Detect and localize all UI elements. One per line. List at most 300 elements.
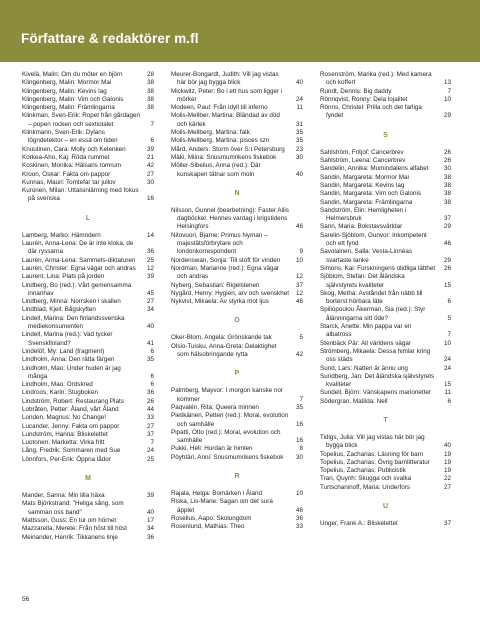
entry-page-number: 15 [443,281,451,289]
section-letter: T [383,416,388,424]
entry-page-number: 35 [295,137,303,145]
entry-text: Lindell, Marina: Den finlandssvenska mediekonsumenten [22,314,125,331]
index-entry [22,398,154,406]
entry-text: Simons, Kai: Forskningens olidliga lätthet [320,264,436,272]
entry-text: Nyberg, Sebastian: Rigelstenen [171,281,260,289]
index-entry [22,112,154,129]
index-entry [22,162,154,170]
index-entry [22,447,154,455]
entry-page-number: 40 [146,323,154,331]
entry-text: Unger, Frank A.: Bliskelettet [320,520,398,528]
entry-page-number: 26 [443,264,451,272]
entry-text: Pietikäinen, Petteri (red.): Moral, evolution och samhälle [171,412,289,428]
entry-page-number: 29 [443,256,451,264]
index-entry [171,498,303,515]
index-entry [171,454,303,462]
entry-page-number: 13 [443,79,451,87]
index-entry [22,273,154,281]
entry-text: Laurén, Anna-Lena: Sammets-diktaturen [22,256,136,264]
index-entry [320,104,451,121]
entry-text: Sarelin-Sjöblom, Gunvor: Inkompetent och ett fynd [320,231,427,248]
entry-text: Nitovuori, Bjarne: Primus Nyman – majestätsförbrytare och londonkorrespondent [171,231,268,256]
entry-page-number: 30 [146,178,154,186]
entry-page-number: 16 [295,420,303,428]
index-entry [171,334,303,342]
index-column-1 [22,71,154,542]
index-entry [320,451,451,459]
entry-text: Riska, Lis-Marie: Sagan om det sura äpplet [171,498,273,514]
index-entry [171,343,303,360]
entry-page-number: 44 [146,405,154,413]
entry-text: Meurer-Bongardt, Judith: Vill jag vistas här bör jag bygga blick [171,71,279,87]
entry-page-number: 26 [146,397,154,405]
index-entry [22,423,154,431]
entry-page-number: 34 [146,306,154,314]
index-entry [22,534,154,542]
entry-page-number: 38 [443,190,451,198]
entry-page-number: 38 [443,173,451,181]
entry-page-number: 37 [443,520,451,528]
entry-text: Koskinen, Monika: Hälsans tomrum [22,162,122,170]
index-entry [320,199,451,207]
entry-text: Molis-Mellberg, Martina: falk [171,129,250,137]
index-entry [171,129,303,137]
index-entry [320,520,451,528]
index-entry [320,207,451,224]
entry-page-number: 8 [299,445,303,453]
entry-text: Sandin, Margareta: Kevins lag [320,181,405,189]
entry-page-number: 46 [295,506,303,514]
index-entry [171,71,303,88]
section-letter: O [234,317,240,325]
index-entry [171,265,303,282]
entry-page-number: 38 [146,79,154,87]
entry-page-number: 38 [443,181,451,189]
entry-text: Lindroos, Karin: Stugboken [22,389,98,397]
index-entry [22,179,154,187]
entry-page-number: 6 [447,298,451,306]
index-entry [320,165,451,173]
entry-text: Mander, Sanna: Min lilla häxa [22,492,105,500]
entry-text: Klinkman, Sven-Erik: Ropet från gårdagen – popen rocken och sextiotalet [22,112,140,128]
entry-text: Savolainen, Salla: Vesta-Linnéas svartaste tanke [320,248,413,264]
entry-page-number: 7 [299,395,303,403]
entry-text: Mård, Anders: Storm över S:t Petersburg [171,145,285,153]
entry-text: Lönnfors, Per-Erik: Öppna lådor [22,455,111,463]
entry-page-number: 16 [295,437,303,445]
entry-text: Klingenberg, Malin: Mormor Mai [22,79,112,87]
entry-text: Starck, Anette: Min pappa var en albatross [320,323,412,339]
entry-text: Pukki, Heli: Hurdan är himlen [171,445,253,453]
index-entry [22,146,154,154]
index-entry [22,406,154,414]
entry-text: Kroon, Oskar: Fakta om pappor [22,170,111,178]
entry-text: Kivelä, Malin: Om du möter en björn [22,71,123,78]
entry-text: Laurén, Anna-Lena: De är inte kloka, de där ryssarna [22,240,134,256]
index-entry [22,79,154,87]
index-entry [171,104,303,112]
index-entry [22,348,154,356]
entry-text: Sandelin, Annika: Mumindalens alfabet [320,165,429,173]
index-entry [320,459,451,467]
entry-page-number: 28 [146,71,154,78]
index-entry [22,88,154,96]
entry-text: Molis-Mellberg, Martina: pisces szn [171,137,270,145]
index-entry [171,257,303,265]
entry-text: Rundt, Dennis: Big daddy [320,87,392,95]
index-entry [171,429,303,446]
index-entry [171,412,303,429]
entry-page-number: 24 [146,447,154,455]
entry-page-number: 31 [295,120,303,128]
entry-page-number: 35 [295,129,303,137]
index-entry [171,162,303,179]
entry-text: Sundell, Björn: Vänskapens marionetter [320,389,431,397]
index-entry [320,389,451,397]
index-entry [320,223,451,231]
entry-page-number: 36 [146,389,154,397]
index-entry [22,129,154,146]
index-entry [22,315,154,332]
entry-page-number: 7 [447,331,451,339]
index-entry [22,171,154,179]
index-entry [22,331,154,348]
index-entry [320,475,451,483]
entry-page-number: 7 [150,120,154,128]
entry-page-number: 12 [295,273,303,281]
entry-text: Sahlström, Fritjof: Cancerbrev [320,148,404,156]
entry-page-number: 10 [443,95,451,103]
entry-text: Skog, Metha: Avståndet från näbb till borterst hörbara läte [320,289,423,306]
entry-page-number: 30 [295,153,303,161]
index-entry [320,373,451,390]
index-entry [320,340,451,348]
entry-text: Klinkmann, Sven-Erik: Dylans lögndetektor – en essä om tiden [22,129,118,145]
entry-page-number: 19 [443,467,451,475]
entry-page-number: 30 [443,165,451,173]
entry-page-number: 10 [295,489,303,497]
entry-page-number: 7 [150,439,154,447]
entry-text: Londen, Magnus: No Change! [22,414,107,422]
entry-text: Sandström, Elin: Hemligheten i Helmersbruk [320,206,407,223]
entry-page-number: 25 [146,256,154,264]
entry-text: Lobråten, Petter: Åland, vårt Åland [22,405,119,413]
index-entry [22,414,154,422]
entry-text: Lindelöf, My: Land (fragment) [22,347,105,355]
entry-page-number: 27 [146,298,154,306]
entry-page-number: 35 [146,356,154,364]
entry-page-number: 25 [146,455,154,463]
entry-text: Nykvist, Mikaela: Av styrka mot ljus [171,298,269,306]
entry-page-number: 19 [443,458,451,466]
entry-page-number: 46 [443,240,451,248]
index-entry [171,404,303,412]
entry-text: Paqvalén, Rita: Queera minnen [171,403,259,411]
index-entry [320,434,451,451]
entry-text: Sandin, Margareta: Främlingarna [320,198,413,206]
index-entry [22,381,154,389]
section-letter: U [382,503,389,511]
entry-text: Palmberg, Mayvor: I morgon kanske nor kommer [171,387,283,403]
entry-text: Lindell, Marina (red.): Vad tycker Svenskfinland? [22,331,113,347]
index-entry [171,207,303,232]
entry-page-number: 27 [146,170,154,178]
entry-page-number: 40 [146,508,154,516]
entry-page-number: 42 [146,162,154,170]
entry-text: Klingenberg, Malin: Främlingarna [22,104,115,112]
index-entry [171,282,303,290]
entry-page-number: 26 [443,148,451,156]
entry-text: Mats Björkstrand: "Heliga sång, som samman oss band" [22,500,124,516]
entry-page-number: 19 [443,450,451,458]
section-letter: M [85,475,91,483]
index-entry [320,88,451,96]
entry-page-number: 41 [146,339,154,347]
entry-text: Sahlström, Leena: Cancerbrev [320,157,406,165]
entry-page-number: 33 [146,414,154,422]
entry-page-number: 37 [443,215,451,223]
entry-text: Lindholm, Mao: Under huden är jag många [22,364,121,380]
index-entry [22,517,154,525]
entry-page-number: 45 [146,289,154,297]
index-entry [320,484,451,492]
index-entry [171,137,303,145]
entry-text: Knuutinen, Cara: Molly och Kelenken [22,145,126,153]
entry-page-number: 46 [295,223,303,231]
entry-page-number: 24 [443,364,451,372]
index-entry [22,356,154,364]
index-entry [320,265,451,273]
entry-page-number: 30 [295,453,303,461]
section-letter: N [234,189,240,197]
section-letter: L [85,214,91,222]
entry-text: Mäki, Miina: Snusmumrikens fiskebok [171,153,277,161]
index-entry [320,71,451,88]
entry-text: Sann, Maria: Bokstavsvärldar [320,223,403,231]
entry-text: Meinander, Henrik: Tikkanens linje [22,533,118,541]
entry-text: Rosenström, Marika (red.): Med kamera och koffert [320,71,432,87]
entry-text: Nordman, Marianne (red.): Egna vägar och andras [171,264,280,281]
index-entry [320,190,451,198]
index-entry [320,96,451,104]
entry-page-number: 27 [443,483,451,491]
entry-page-number: 7 [447,87,451,95]
entry-page-number: 40 [443,442,451,450]
page-title: Författare & redaktörer m.fl [21,31,199,46]
entry-page-number: 33 [295,523,303,531]
entry-page-number: 24 [295,95,303,103]
entry-page-number: 38 [443,198,451,206]
entry-text: Mickwitz, Peter: Bo i ett hus som ligger i mörker [171,87,283,103]
entry-text: Sundberg, Jan: Det åländska självstyrets kvaliteter [320,372,435,389]
index-entry [22,365,154,382]
index-entry [22,456,154,464]
index-entry [22,154,154,162]
entry-text: Topelius, Zacharias: Publicistik [320,467,406,475]
index-entry [171,387,303,404]
index-entry [22,525,154,533]
entry-page-number: 39 [146,273,154,281]
index-entry [171,290,303,298]
index-entry [22,389,154,397]
index-entry [320,174,451,182]
index-entry [171,112,303,129]
entry-text: Tran, Quynh: Skugga och svalka [320,475,412,483]
index-entry [320,398,451,406]
entry-text: Nordenswan, Sonja: Till stoft för vinden [171,256,281,264]
entry-page-number: 38 [146,104,154,112]
entry-text: Rajala, Helga: Bomärken i Åland [171,489,263,497]
index-entry [22,431,154,439]
entry-page-number: 9 [299,248,303,256]
entry-page-number: 10 [295,256,303,264]
entry-text: Rönns, Christel: Prilla och det farliga fyndet [320,104,422,120]
entry-page-number: 22 [443,475,451,483]
entry-page-number: 34 [146,525,154,533]
entry-page-number: 46 [295,298,303,306]
index-entry [320,467,451,475]
entry-page-number: 6 [150,372,154,380]
entry-text: Tidigs, Julia: Vill jag vistas här bör jag bygga blick [320,433,425,450]
entry-text: Lindholm, Anna: Den rätta färgen [22,356,115,364]
index-entry [22,96,154,104]
entry-text: Spiliopoulou Åkerman, Sia (red.): Styr ålänningarna sitt öde? [320,306,426,322]
entry-text: Rosenlund, Mathias: Theo [171,523,245,531]
entry-page-number: 6 [447,397,451,405]
index-entry [22,306,154,314]
entry-page-number: 27 [146,422,154,430]
index-entry [22,232,154,240]
entry-page-number: 38 [146,87,154,95]
entry-text: Möller-Sibelius, Anna (red.): Där kunskapen tätnar som moln [171,162,261,178]
entry-text: Strömberg, Mikaela: Dessa himlar kring oss städs [320,347,431,364]
entry-text: Nilsson, Gunnel (bearbetning): Faster Ailis dagböcker. Hennes vardag i krigstidens Helsingfors [171,206,289,231]
entry-text: Klingenberg, Malin: Kevins lag [22,87,107,95]
entry-page-number: 40 [295,79,303,87]
index-entry [320,149,451,157]
entry-page-number: 42 [295,351,303,359]
entry-page-number: 29 [443,223,451,231]
entry-text: Molis-Mellber, Martina: Bländad av död och kärlek [171,112,280,128]
entry-page-number: 29 [443,112,451,120]
entry-text: Korkea-Aho, Kaj: Röda rummet [22,153,110,161]
entry-text: Oker-Blom, Angela: Grönskande tak [171,334,272,342]
entry-text: Lång, Fredrik: Sommaren med Sue [22,447,121,455]
entry-page-number: 10 [443,339,451,347]
index-entry [171,232,303,257]
entry-page-number: 39 [146,492,154,500]
index-entry [320,248,451,265]
index-entry [320,290,451,307]
entry-page-number: 36 [295,514,303,522]
index-entry [320,157,451,165]
entry-text: Lindholm, Mao: Ordskred [22,381,93,389]
entry-page-number: 11 [444,389,451,397]
entry-text: Kunnas, Mauri: Tomtefar tar jullov [22,178,116,186]
entry-page-number: 37 [295,281,303,289]
index-column-2 [171,71,303,531]
entry-page-number: 38 [146,95,154,103]
page-number: 56 [22,596,30,603]
entry-text: Mattsson, Guss: En tur om hörnet [22,516,117,524]
index-entry [171,298,303,306]
entry-page-number: 21 [146,153,154,161]
index-entry [171,146,303,154]
entry-page-number: 23 [295,145,303,153]
entry-page-number: 40 [295,170,303,178]
entry-page-number: 35 [295,403,303,411]
entry-text: Sund, Lars: Natten är ännu ung [320,364,408,372]
entry-text: Klingenberg, Malin: Vim och Galonis [22,95,124,103]
entry-page-number: 24 [443,356,451,364]
entry-text: Modeen, Paul: Från idyll till inferno [171,104,268,112]
entry-page-number: 39 [146,145,154,153]
entry-page-number: 12 [146,264,154,272]
entry-text: Sandin, Margareta: Mormor Mai [320,173,409,181]
entry-text: Laurén, Christer: Egna vägar och andras [22,264,136,272]
index-entry [22,500,154,517]
entry-page-number: 15 [443,381,451,389]
index-entry [171,88,303,105]
entry-text: Sandin, Margareta: Vim och Galonis [320,190,422,198]
entry-page-number: 37 [146,430,154,438]
index-entry [22,187,154,204]
entry-text: Pöyhtäri, Anni: Snusmumrikens fiskebok [171,453,284,461]
section-letter: R [234,472,240,480]
entry-page-number: 12 [295,289,303,297]
index-entry [171,523,303,531]
entry-page-number: 6 [150,381,154,389]
index-entry [22,282,154,299]
section-letter: S [383,131,388,139]
entry-text: Sjöblom, Stefan: Det åländska självstyrets kvaliteter [320,273,405,289]
entry-page-number: 17 [146,516,154,524]
index-entry [320,365,451,373]
index-entry [320,348,451,365]
entry-text: Kuronen, Milan: Uttalsinlärning med fokus på svenska [22,187,139,203]
entry-page-number: 6 [150,137,154,145]
entry-text: Rönnqvist, Ronny: Dela lojalitet [320,95,408,103]
entry-page-number: 5 [447,314,451,322]
index-entry [171,490,303,498]
index-column-3 [320,71,451,528]
index-entry [320,323,451,340]
entry-page-number: 16 [146,195,154,203]
index-entry [22,265,154,273]
entry-text: Lindberg, Minna: Norrsken i skallen [22,298,121,306]
entry-text: Lindblad, Kjell: Bågskytten [22,306,96,314]
index-entry [320,182,451,190]
entry-text: Luotonen, Marketta: Virka fritt [22,439,105,447]
entry-page-number: 26 [443,157,451,165]
entry-page-number: 11 [296,104,303,112]
section-letter: P [234,370,240,378]
entry-page-number: 36 [146,533,154,541]
entry-text: Laurent, Lina: Plats på jorden [22,273,105,281]
index-entry [171,154,303,162]
index-entry [171,515,303,523]
entry-text: Mazzarella, Merete: Från höst till höst [22,525,127,533]
entry-text: Olsio-Tuisku, Anna-Greta: Delaktighet som hälsobringande rytta [171,342,277,359]
index-entry [320,273,451,290]
entry-text: Nygård, Henry: Hygien, arv och svenskhet [171,289,289,297]
entry-text: Roselius, Aapo: Skolungdom [171,514,252,522]
entry-text: Topelius, Zacharias: Övrig barnlitteratur [320,458,430,466]
entry-page-number: 5 [299,334,303,342]
index-entry [22,240,154,257]
entry-text: Pipatti, Otto (red.): Moral, evolution och samhälle [171,428,281,445]
entry-text: Lamberg, Marko: Hämndern [22,231,101,239]
